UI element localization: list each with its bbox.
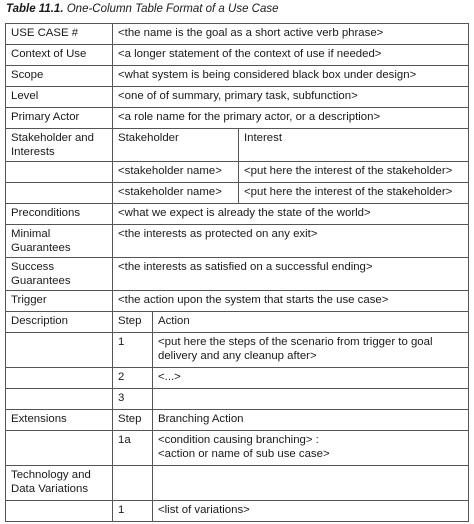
table-row — [6, 368, 469, 389]
stakeholder-interest: <put here the interest of the stakeholder> — [239, 183, 469, 204]
extension-condition: <condition causing branching> : — [158, 434, 319, 446]
row-value-trigger: <the action upon the system that starts the use case> — [113, 291, 469, 312]
table-row — [6, 466, 469, 501]
row-value-preconditions: <what we expect is already the state of the world> — [113, 204, 469, 225]
row-label-trigger: Trigger — [6, 291, 113, 312]
stakeholder-name: <stakeholder name> — [113, 162, 239, 183]
empty-cell — [6, 431, 113, 466]
row-value-success-guarantees: <the interests as satisfied on a successful ending> — [113, 258, 469, 291]
row-label-success-guarantees: Success Guarantees — [6, 258, 113, 291]
table-row — [6, 87, 469, 108]
use-case-table — [5, 23, 469, 522]
variation-step: 1 — [113, 501, 153, 522]
step-action: <put here the steps of the scenario from trigger to goal delivery and any cleanup after> — [153, 333, 469, 368]
empty-cell — [153, 466, 469, 501]
row-value-scope: <what system is being considered black box under design> — [113, 66, 469, 87]
empty-cell — [6, 333, 113, 368]
step-action: <...> — [153, 368, 469, 389]
table-caption — [6, 3, 279, 15]
row-value-level: <one of of summary, primary task, subfunction> — [113, 87, 469, 108]
table-row — [6, 129, 469, 162]
empty-cell — [6, 368, 113, 389]
extension-step: 1a — [113, 431, 153, 466]
col-header-step: Step — [113, 410, 153, 431]
row-label-description: Description — [6, 312, 113, 333]
table-row — [6, 258, 469, 291]
empty-cell — [6, 389, 113, 410]
table-row — [6, 431, 469, 466]
row-label-context: Context of Use — [6, 45, 113, 66]
col-header-interest: Interest — [239, 129, 469, 162]
table-row — [6, 312, 469, 333]
row-label-scope: Scope — [6, 66, 113, 87]
variation-value: <list of variations> — [153, 501, 469, 522]
col-header-action: Action — [153, 312, 469, 333]
table-row — [6, 24, 469, 45]
table-row — [6, 333, 469, 368]
step-number: 3 — [113, 389, 153, 410]
empty-cell — [6, 162, 113, 183]
row-label-extensions: Extensions — [6, 410, 113, 431]
row-value-primary-actor: <a role name for the primary actor, or a description> — [113, 108, 469, 129]
row-value-use-case: <the name is the goal as a short active verb phrase> — [113, 24, 469, 45]
table-number: Table 11.1. — [6, 3, 64, 15]
table-row — [6, 45, 469, 66]
table-title: One-Column Table Format of a Use Case — [66, 3, 279, 15]
empty-cell — [113, 466, 153, 501]
step-action — [153, 389, 469, 410]
row-label-use-case: USE CASE # — [6, 24, 113, 45]
col-header-step: Step — [113, 312, 153, 333]
row-label-primary-actor: Primary Actor — [6, 108, 113, 129]
empty-cell — [6, 183, 113, 204]
row-label-preconditions: Preconditions — [6, 204, 113, 225]
extension-action: <action or name of sub use case> — [158, 448, 330, 460]
row-label-tech-variations: Technology and Data Variations — [6, 466, 113, 501]
table-row — [6, 162, 469, 183]
row-value-context: <a longer statement of the context of use if needed> — [113, 45, 469, 66]
table-row — [6, 501, 469, 522]
table-row — [6, 389, 469, 410]
row-label-minimal-guarantees: Minimal Guarantees — [6, 225, 113, 258]
row-value-minimal-guarantees: <the interests as protected on any exit> — [113, 225, 469, 258]
empty-cell — [6, 501, 113, 522]
stakeholder-interest: <put here the interest of the stakeholder> — [239, 162, 469, 183]
col-header-stakeholder: Stakeholder — [113, 129, 239, 162]
table-row — [6, 291, 469, 312]
table-row — [6, 225, 469, 258]
table-row — [6, 66, 469, 87]
table-row — [6, 204, 469, 225]
stakeholder-name: <stakeholder name> — [113, 183, 239, 204]
table-row — [6, 108, 469, 129]
col-header-branching-action: Branching Action — [153, 410, 469, 431]
table-row — [6, 183, 469, 204]
step-number: 2 — [113, 368, 153, 389]
row-label-stakeholders: Stakeholder and Interests — [6, 129, 113, 162]
row-label-level: Level — [6, 87, 113, 108]
step-number: 1 — [113, 333, 153, 368]
extension-branch — [153, 431, 469, 466]
table-row — [6, 410, 469, 431]
